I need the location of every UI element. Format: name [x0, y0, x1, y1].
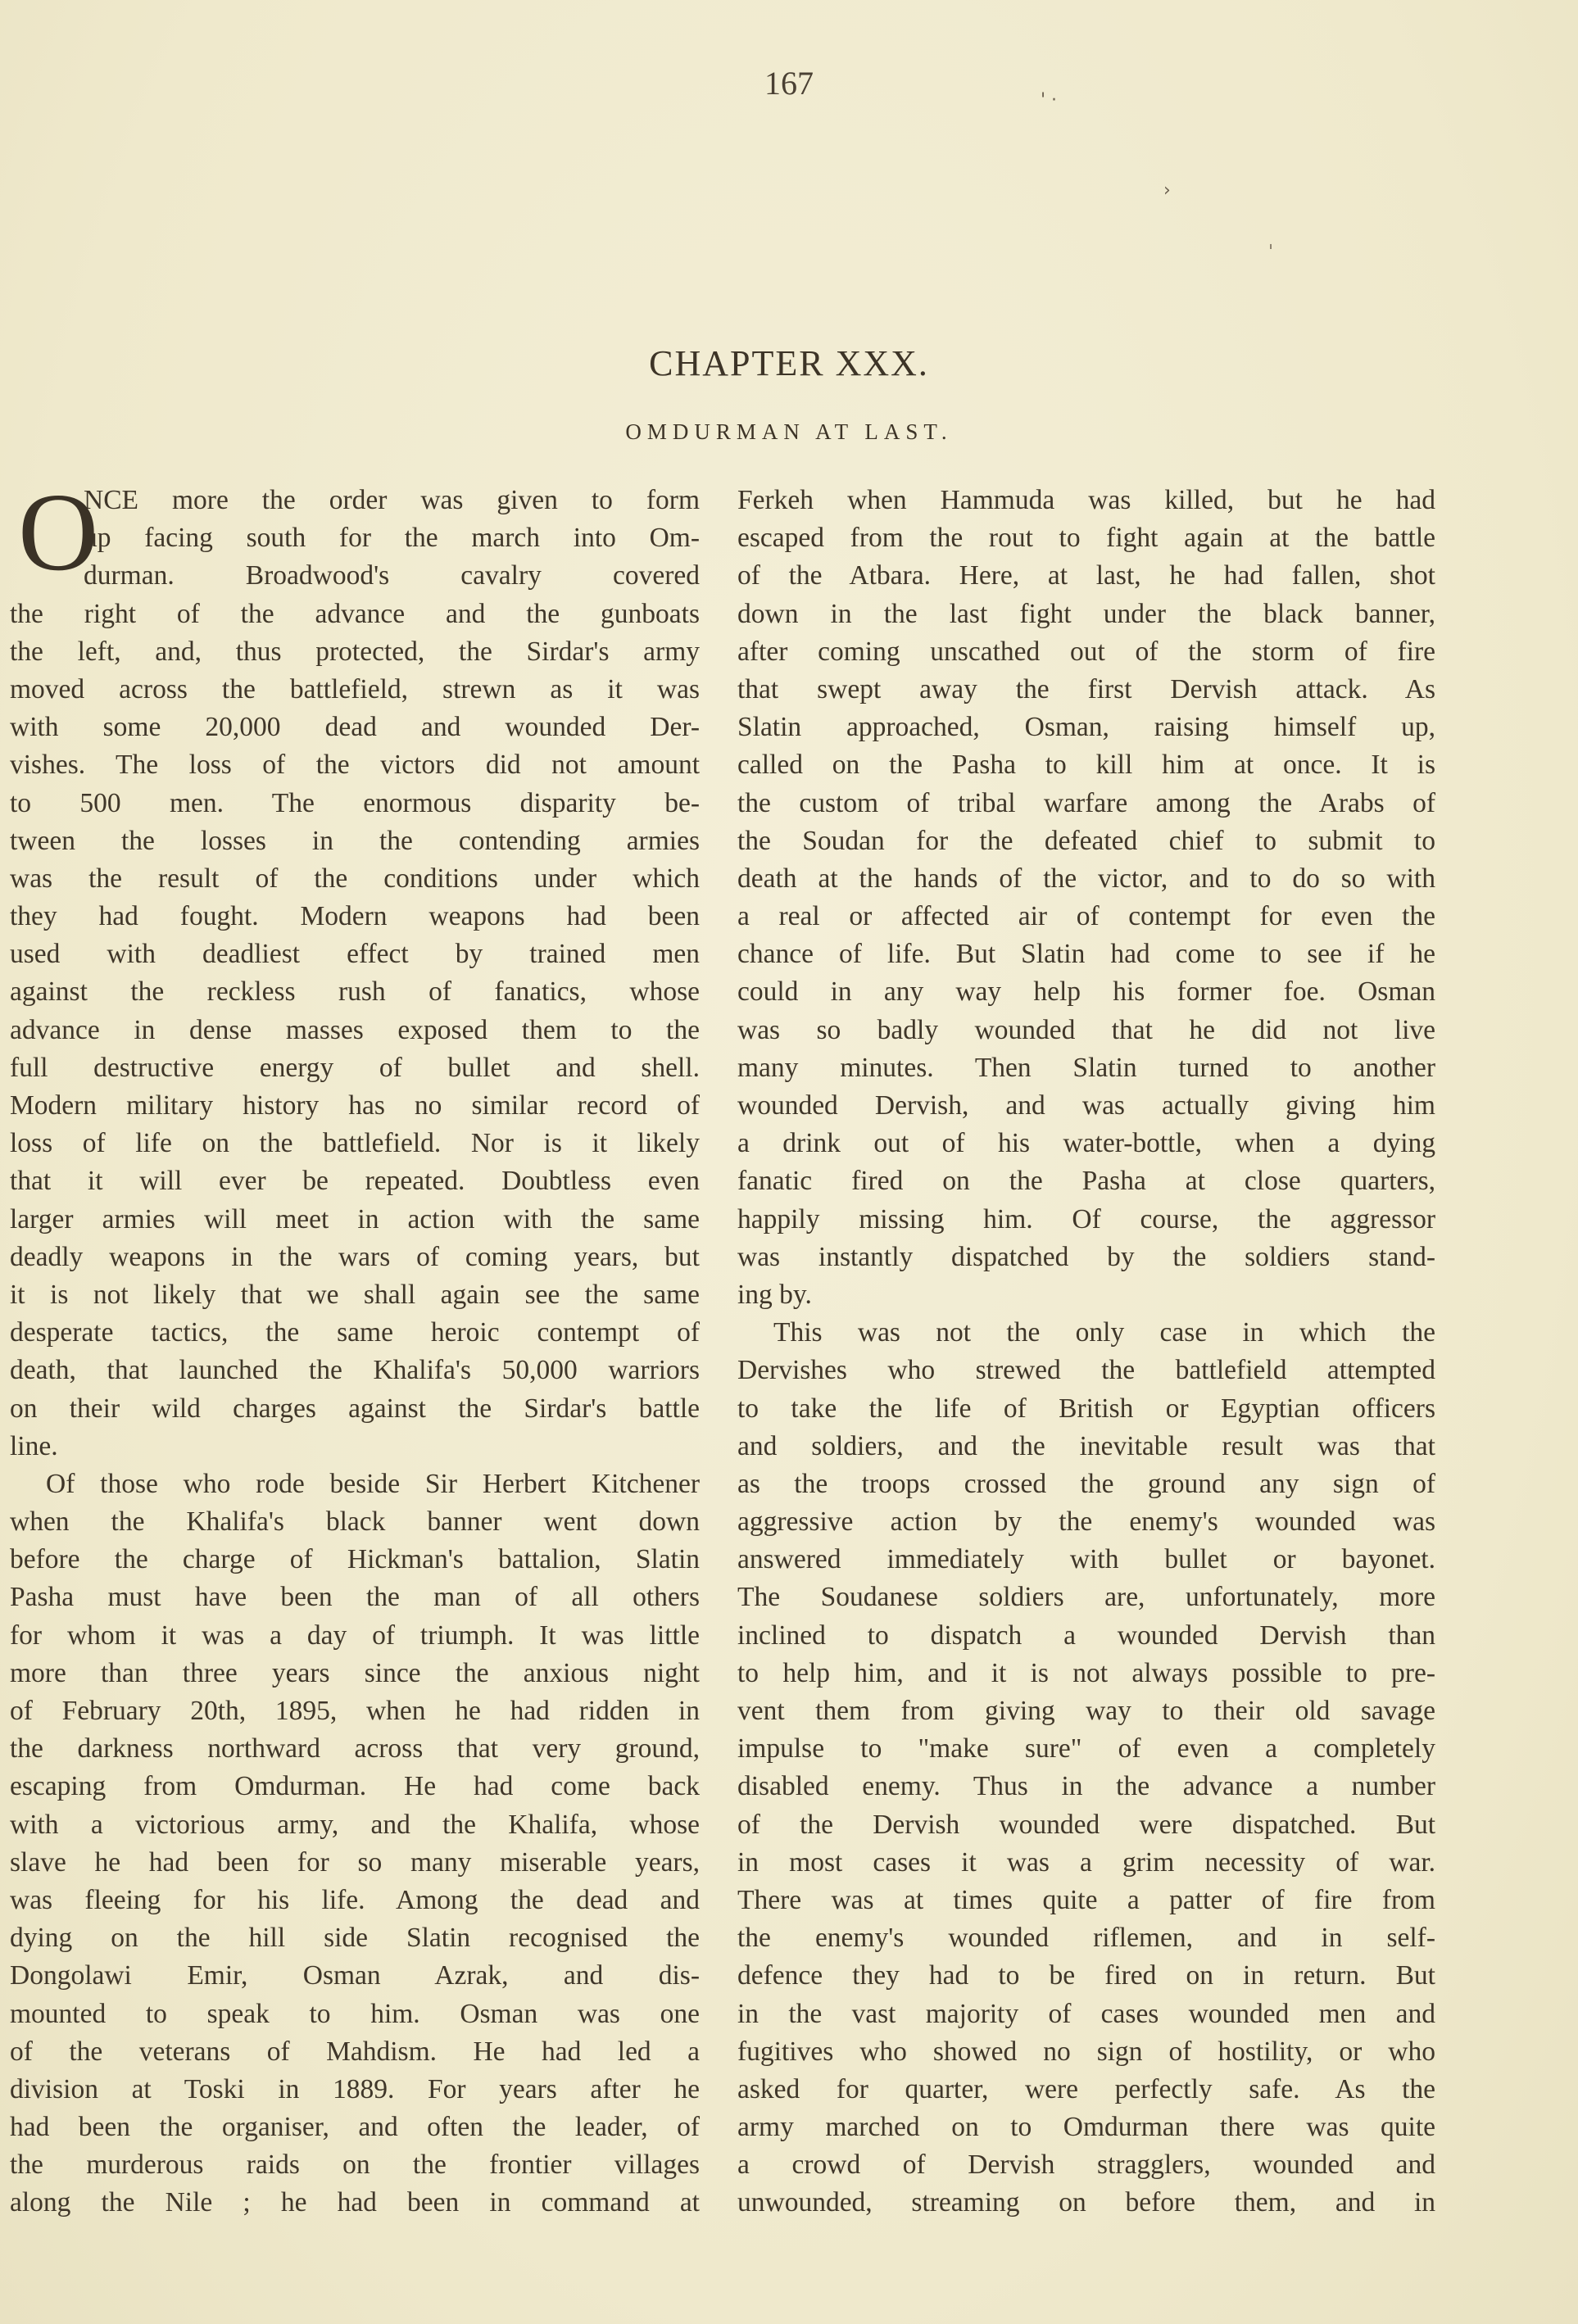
text-line: with a victorious army, and the Khalifa, whose [10, 1809, 700, 1840]
text-line: escaped from the rout to fight again at the battle [737, 523, 1435, 554]
text-line: up facing south for the march into Om- [84, 523, 700, 554]
text-line: aggressive action by the enemy's wounded was [737, 1506, 1435, 1538]
text-line: as the troops crossed the ground any sign of [737, 1468, 1435, 1499]
text-line: durman. Broadwood's cavalry covered [84, 560, 700, 591]
paper-speck: ' · [1041, 90, 1058, 111]
text-line: a drink out of his water-bottle, when a dying [737, 1128, 1435, 1159]
text-line: before the charge of Hickman's battalion, Slatin [10, 1544, 700, 1575]
text-line: NCE more the order was given to form [84, 485, 700, 515]
text-line: loss of life on the battlefield. Nor is it likely [10, 1128, 700, 1159]
text-line: death at the hands of the victor, and to do so with [737, 863, 1435, 894]
text-line: impulse to "make sure" of even a completely [737, 1733, 1435, 1765]
text-line: Ferkeh when Hammuda was killed, but he had [737, 485, 1435, 515]
text-line: line. [10, 1430, 58, 1461]
text-line: against the reckless rush of fanatics, whose [10, 976, 700, 1008]
text-line: used with deadliest effect by trained men [10, 939, 700, 970]
text-line: along the Nile ; he had been in command at [10, 2187, 700, 2218]
text-line: moved across the battlefield, strewn as it was [10, 673, 700, 704]
text-line: unwounded, streaming on before them, and in [737, 2187, 1435, 2218]
text-line: the left, and, thus protected, the Sirdar's army [10, 636, 700, 667]
text-line: was the result of the conditions under which [10, 863, 700, 894]
text-line: desperate tactics, the same heroic contempt of [10, 1317, 700, 1348]
text-line: the custom of tribal warfare among the Arabs of [737, 787, 1435, 818]
text-line: the darkness northward across that very ground, [10, 1733, 700, 1765]
text-line: This was not the only case in which the [773, 1317, 1435, 1348]
text-line: the right of the advance and the gunboats [10, 598, 700, 629]
page-number: 167 [764, 65, 814, 102]
text-line: the Soudan for the defeated chief to submit to [737, 825, 1435, 856]
text-line: full destructive energy of bullet and shell. [10, 1052, 700, 1083]
text-line: that it will ever be repeated. Doubtless even [10, 1166, 700, 1197]
text-line: inclined to dispatch a wounded Dervish than [737, 1620, 1435, 1651]
text-line: wounded Dervish, and was actually giving him [737, 1090, 1435, 1121]
text-line: answered immediately with bullet or bayonet. [737, 1544, 1435, 1575]
text-line: escaping from Omdurman. He had come back [10, 1771, 700, 1802]
text-line: larger armies will meet in action with the same [10, 1203, 700, 1234]
text-line: down in the last fight under the black banner, [737, 598, 1435, 629]
text-line: vishes. The loss of the victors did not amount [10, 750, 700, 781]
right-column [737, 482, 1435, 2222]
text-line: had been the organiser, and often the leader, of [10, 2112, 700, 2143]
text-line: chance of life. But Slatin had come to see if he [737, 939, 1435, 970]
text-line: deadly weapons in the wars of coming years, but [10, 1241, 700, 1272]
left-column [10, 471, 700, 2222]
chapter-title: CHAPTER XXX. [649, 343, 929, 383]
text-line: was so badly wounded that he did not live [737, 1014, 1435, 1045]
text-line: ing by. [737, 1279, 812, 1310]
text-line: dying on the hill side Slatin recognised the [10, 1923, 700, 1954]
text-line: disabled enemy. Thus in the advance a number [737, 1771, 1435, 1802]
text-line: Pasha must have been the man of all others [10, 1582, 700, 1613]
text-line: could in any way help his former foe. Osman [737, 976, 1435, 1008]
text-line: tween the losses in the contending armies [10, 825, 700, 856]
text-line: called on the Pasha to kill him at once. It is [737, 750, 1435, 781]
text-line: There was at times quite a patter of fire from [737, 1884, 1435, 1915]
text-line: asked for quarter, were perfectly safe. As the [737, 2073, 1435, 2104]
paper-speck: ˈ [1268, 242, 1274, 263]
text-line: a crowd of Dervish stragglers, wounded and [737, 2150, 1435, 2181]
text-line: was instantly dispatched by the soldiers stand- [737, 1241, 1435, 1272]
text-line: a real or affected air of contempt for even the [737, 901, 1435, 932]
text-line: many minutes. Then Slatin turned to another [737, 1052, 1435, 1083]
text-line: Slatin approached, Osman, raising himself up, [737, 712, 1435, 743]
text-line: in the vast majority of cases wounded men and [737, 1998, 1435, 2029]
drop-cap-letter: O [18, 471, 99, 594]
text-line: Modern military history has no similar record of [10, 1090, 700, 1121]
paper-speck: › [1163, 180, 1171, 201]
text-line: they had fought. Modern weapons had been [10, 901, 700, 932]
text-line: death, that launched the Khalifa's 50,000 warriors [10, 1355, 700, 1386]
text-line: The Soudanese soldiers are, unfortunately, more [737, 1582, 1435, 1613]
text-line: that swept away the first Dervish attack. As [737, 673, 1435, 704]
text-line: of the Atbara. Here, at last, he had fallen, shot [737, 560, 1435, 591]
text-line: mounted to speak to him. Osman was one [10, 1998, 700, 2029]
text-line: fanatic fired on the Pasha at close quarters, [737, 1166, 1435, 1197]
text-line: defence they had to be fired on in return. But [737, 1960, 1435, 1991]
text-line: happily missing him. Of course, the aggressor [737, 1203, 1435, 1234]
text-line: was fleeing for his life. Among the dead and [10, 1884, 700, 1915]
text-line: and soldiers, and the inevitable result was that [737, 1430, 1435, 1461]
text-line: vent them from giving way to their old savage [737, 1696, 1435, 1726]
text-line: Of those who rode beside Sir Herbert Kitchener [46, 1468, 700, 1499]
text-line: army marched on to Omdurman there was quite [737, 2112, 1435, 2143]
text-line: more than three years since the anxious night [10, 1657, 700, 1688]
text-line: to take the life of British or Egyptian officers [737, 1393, 1435, 1424]
text-line: of February 20th, 1895, when he had ridden in [10, 1696, 700, 1726]
text-line: Dervishes who strewed the battlefield attempted [737, 1355, 1435, 1386]
text-line: it is not likely that we shall again see the same [10, 1279, 700, 1310]
chapter-subtitle: OMDURMAN AT LAST. [625, 419, 953, 444]
text-line: the enemy's wounded riflemen, and in self- [737, 1923, 1435, 1954]
text-line: with some 20,000 dead and wounded Der- [10, 712, 700, 743]
text-line: for whom it was a day of triumph. It was little [10, 1620, 700, 1651]
text-line: slave he had been for so many miserable years, [10, 1846, 700, 1878]
text-line: when the Khalifa's black banner went down [10, 1506, 700, 1538]
text-line: on their wild charges against the Sirdar's battle [10, 1393, 700, 1424]
text-line: advance in dense masses exposed them to the [10, 1014, 700, 1045]
text-line: of the veterans of Mahdism. He had led a [10, 2036, 700, 2067]
text-line: to help him, and it is not always possible to pre- [737, 1657, 1435, 1688]
text-line: to 500 men. The enormous disparity be- [10, 787, 700, 818]
text-line: in most cases it was a grim necessity of war. [737, 1846, 1435, 1878]
text-line: after coming unscathed out of the storm of fire [737, 636, 1435, 667]
text-line: fugitives who showed no sign of hostility, or who [737, 2036, 1435, 2067]
text-line: of the Dervish wounded were dispatched. But [737, 1809, 1435, 1840]
text-line: division at Toski in 1889. For years after he [10, 2073, 700, 2104]
text-line: the murderous raids on the frontier villages [10, 2150, 700, 2181]
text-line: Dongolawi Emir, Osman Azrak, and dis- [10, 1960, 700, 1991]
